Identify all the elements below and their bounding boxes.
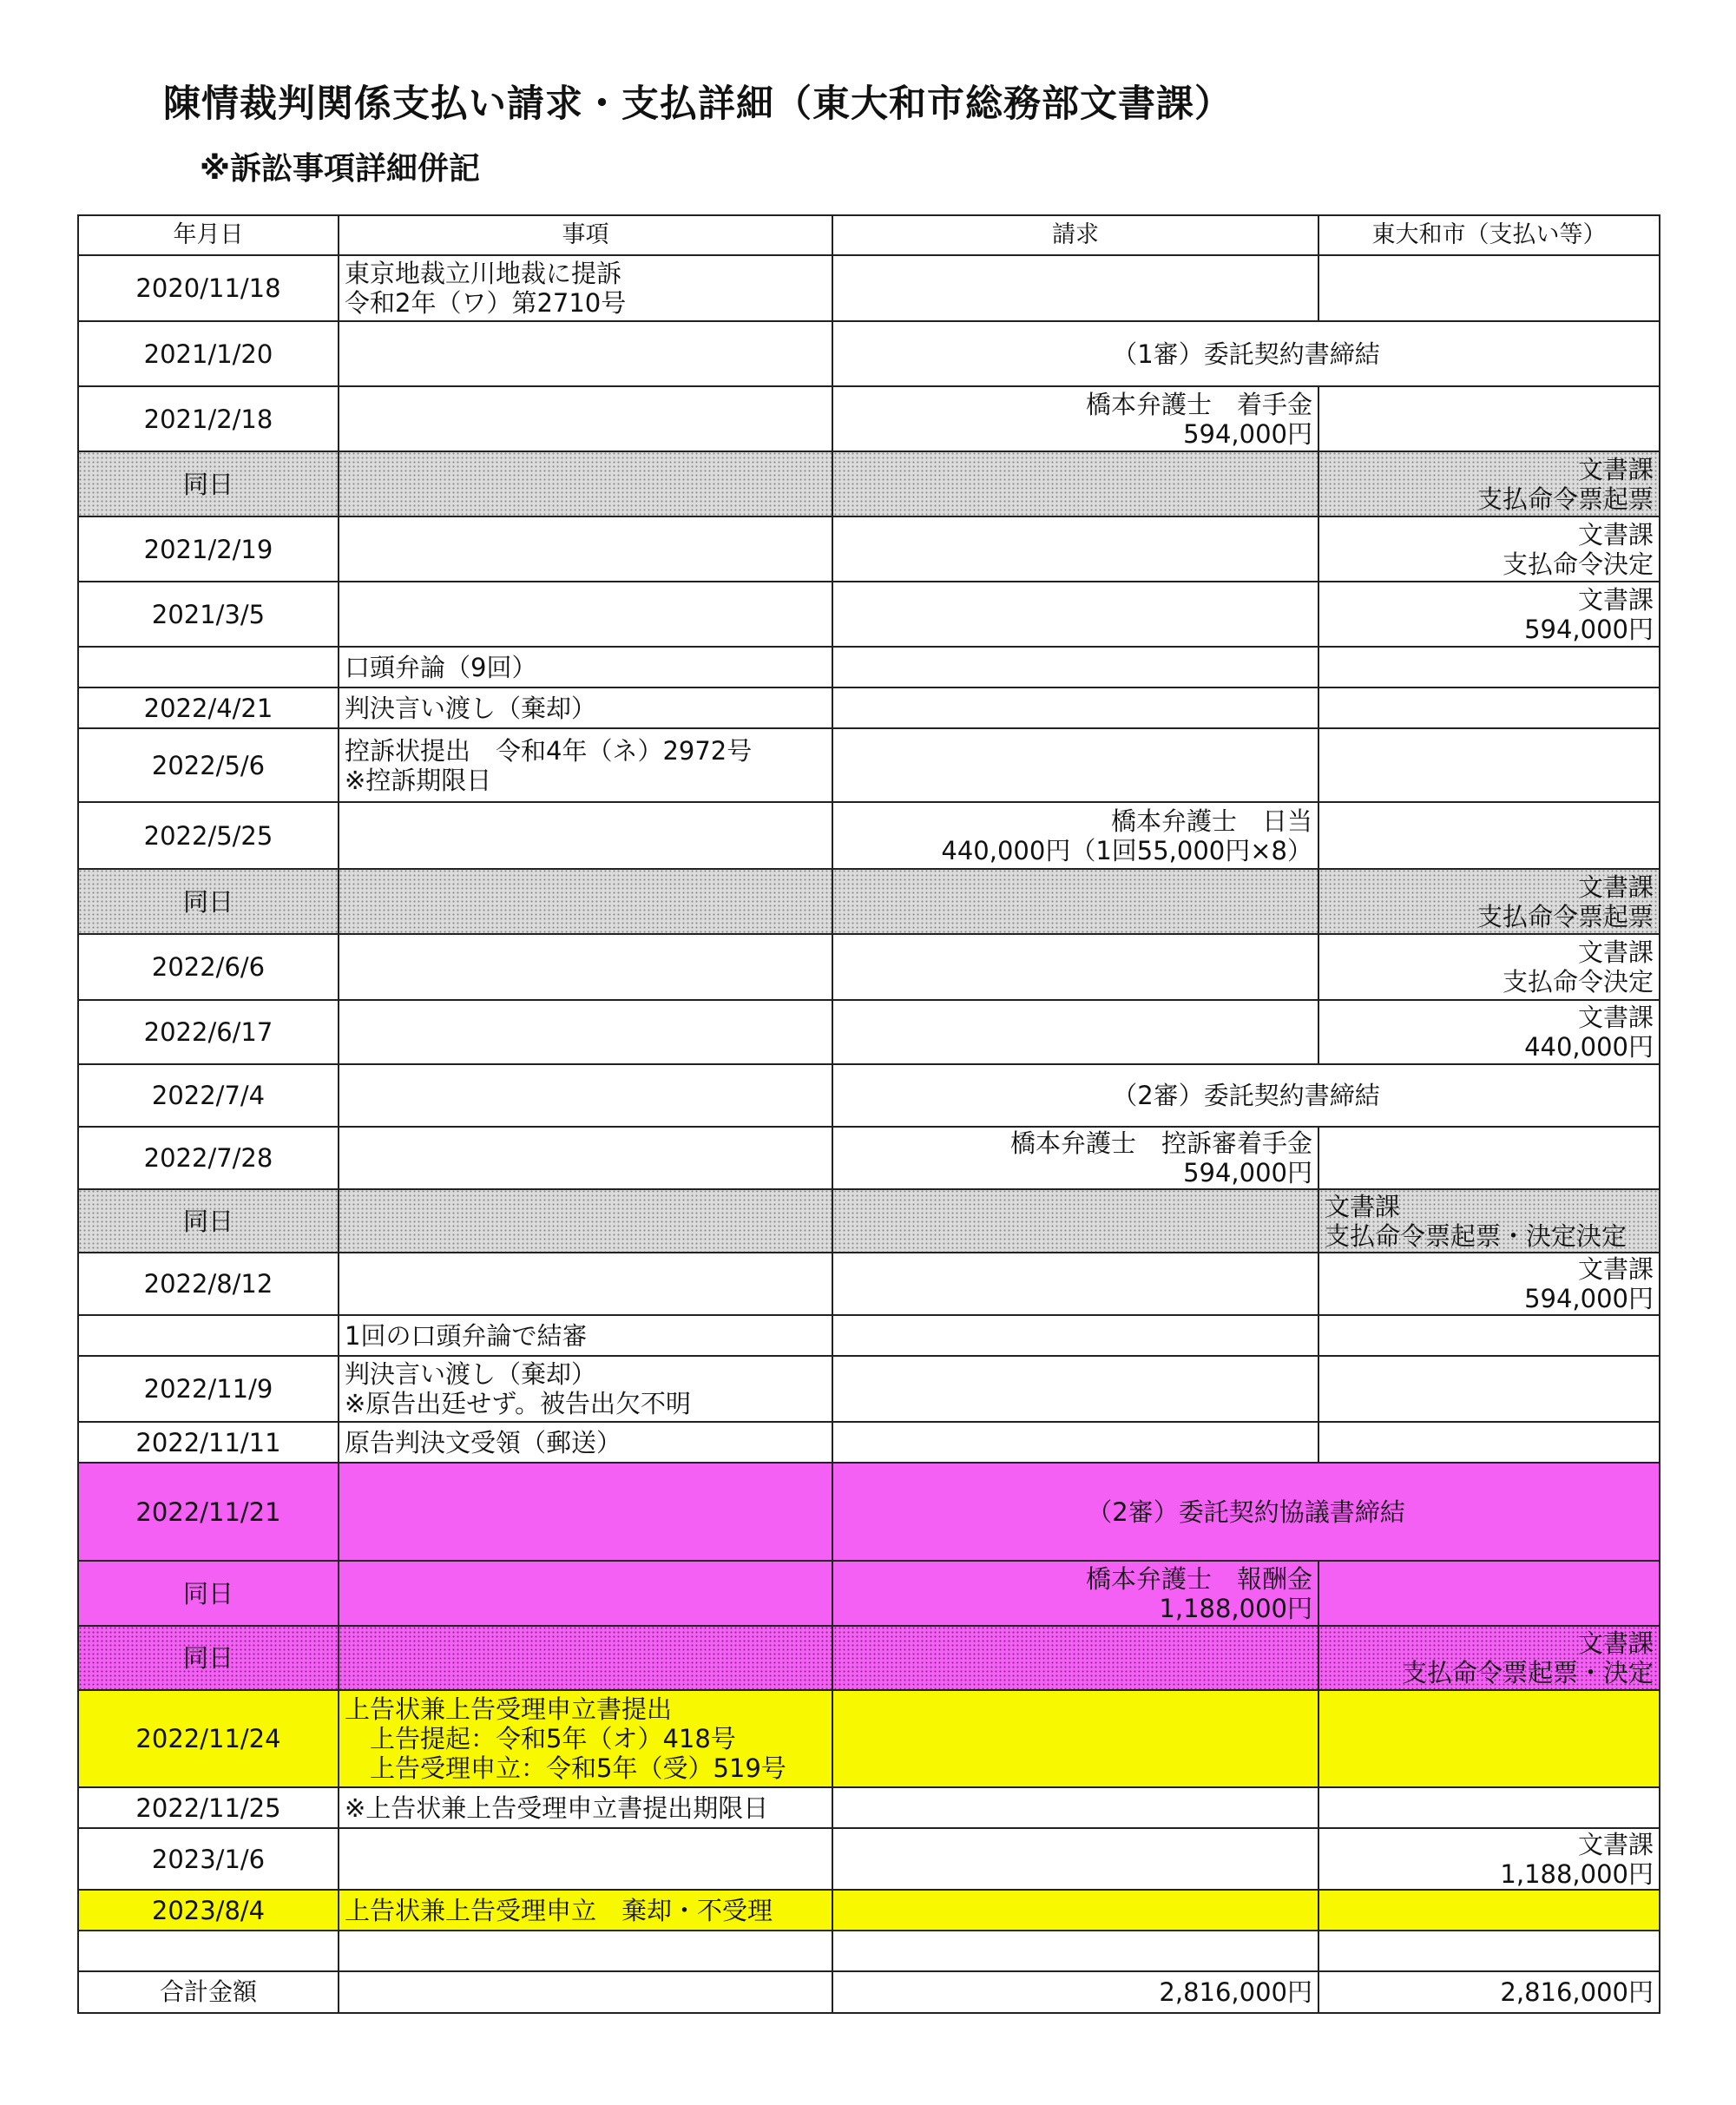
item-cell	[339, 1561, 832, 1626]
city-cell: 文書課 594,000円	[1318, 1253, 1660, 1315]
claim-cell	[832, 1931, 1318, 1971]
item-cell	[339, 869, 832, 934]
table-row	[78, 1315, 1660, 1356]
claim-cell	[832, 1690, 1318, 1787]
table-row	[78, 1000, 1660, 1064]
header-item: 事項	[339, 215, 832, 255]
item-cell: 上告状兼上告受理申立書提出 上告提起：令和5年（オ）418号 上告受理申立：令和5年（受）519号	[339, 1690, 832, 1787]
table-row	[78, 451, 1660, 516]
table-row	[78, 728, 1660, 802]
claim-cell	[832, 1356, 1318, 1422]
city-cell	[1318, 1127, 1660, 1189]
item-cell	[339, 451, 832, 516]
claim-cell	[832, 516, 1318, 582]
item-cell: 控訴状提出 令和4年（ネ）2972号 ※控訴期限日	[339, 728, 832, 802]
table-row	[78, 802, 1660, 869]
claim-cell	[832, 1422, 1318, 1463]
table-row	[78, 1561, 1660, 1626]
date-cell: 2022/11/9	[78, 1356, 339, 1422]
claim-cell	[832, 728, 1318, 802]
date-cell: 2022/4/21	[78, 687, 339, 728]
city-cell	[1318, 255, 1660, 321]
total-label: 合計金額	[78, 1971, 339, 2013]
city-cell	[1318, 647, 1660, 687]
date-cell: 2022/7/28	[78, 1127, 339, 1189]
item-cell	[339, 516, 832, 582]
table-row	[78, 1422, 1660, 1463]
claim-cell	[832, 647, 1318, 687]
city-cell: 文書課 594,000円	[1318, 582, 1660, 647]
date-cell: 2022/8/12	[78, 1253, 339, 1315]
claim-cell	[832, 1828, 1318, 1890]
city-cell	[1318, 687, 1660, 728]
contract-cell: （2審）委託契約書締結	[832, 1064, 1660, 1127]
claim-cell	[832, 1189, 1318, 1253]
date-cell	[78, 647, 339, 687]
table-row	[78, 647, 1660, 687]
claim-cell: 橋本弁護士 控訴審着手金 594,000円	[832, 1127, 1318, 1189]
city-cell	[1318, 1315, 1660, 1356]
table-row	[78, 321, 1660, 386]
table-row	[78, 1690, 1660, 1787]
item-cell: 原告判決文受領（郵送）	[339, 1422, 832, 1463]
date-cell: 同日	[78, 451, 339, 516]
table-row	[78, 869, 1660, 934]
item-cell: 上告状兼上告受理申立 棄却・不受理	[339, 1890, 832, 1931]
city-cell	[1318, 1690, 1660, 1787]
table-row	[78, 934, 1660, 1000]
date-cell: 2022/6/6	[78, 934, 339, 1000]
page-subtitle: ※訴訟事項詳細併記	[200, 151, 480, 187]
date-cell: 2021/3/5	[78, 582, 339, 647]
city-cell: 文書課 支払命令票起票	[1318, 869, 1660, 934]
table-row	[78, 1253, 1660, 1315]
table-row	[78, 1189, 1660, 1253]
table-row	[78, 582, 1660, 647]
claim-cell	[832, 1253, 1318, 1315]
item-cell	[339, 1828, 832, 1890]
header-city: 東大和市（支払い等）	[1318, 215, 1660, 255]
table-row	[78, 1356, 1660, 1422]
item-cell	[339, 1253, 832, 1315]
item-cell	[339, 1931, 832, 1971]
date-cell: 2021/1/20	[78, 321, 339, 386]
table-row	[78, 386, 1660, 451]
city-cell	[1318, 1890, 1660, 1931]
date-cell: 同日	[78, 1626, 339, 1690]
date-cell: 2022/11/21	[78, 1463, 339, 1561]
date-cell: 2023/1/6	[78, 1828, 339, 1890]
claim-cell: 橋本弁護士 日当 440,000円（1回55,000円×8）	[832, 802, 1318, 869]
date-cell: 2022/11/24	[78, 1690, 339, 1787]
city-cell	[1318, 1356, 1660, 1422]
date-cell: 同日	[78, 1189, 339, 1253]
table-row	[78, 1463, 1660, 1561]
date-cell: 2022/11/11	[78, 1422, 339, 1463]
date-cell	[78, 1931, 339, 1971]
date-cell: 2021/2/18	[78, 386, 339, 451]
city-cell	[1318, 1931, 1660, 1971]
date-cell: 2020/11/18	[78, 255, 339, 321]
item-cell	[339, 1127, 832, 1189]
item-cell	[339, 934, 832, 1000]
table-row	[78, 1931, 1660, 1971]
date-cell: 2022/6/17	[78, 1000, 339, 1064]
date-cell: 2022/5/25	[78, 802, 339, 869]
item-cell: ※上告状兼上告受理申立書提出期限日	[339, 1787, 832, 1828]
table-row	[78, 1828, 1660, 1890]
claim-cell	[832, 1315, 1318, 1356]
item-cell	[339, 1189, 832, 1253]
item-cell	[339, 802, 832, 869]
item-cell: 判決言い渡し（棄却）	[339, 687, 832, 728]
item-cell: 1回の口頭弁論で結審	[339, 1315, 832, 1356]
claim-cell	[832, 869, 1318, 934]
claim-cell: 橋本弁護士 報酬金 1,188,000円	[832, 1561, 1318, 1626]
table-row	[78, 1127, 1660, 1189]
city-cell: 文書課 支払命令決定	[1318, 516, 1660, 582]
contract-cell: （2審）委託契約協議書締結	[832, 1463, 1660, 1561]
date-cell: 2021/2/19	[78, 516, 339, 582]
date-cell: 2023/8/4	[78, 1890, 339, 1931]
claim-cell	[832, 582, 1318, 647]
table-row	[78, 516, 1660, 582]
claim-cell	[832, 1787, 1318, 1828]
contract-cell: （1審）委託契約書締結	[832, 321, 1660, 386]
table-row	[78, 1890, 1660, 1931]
item-cell	[339, 1463, 832, 1561]
total-row	[78, 1971, 1660, 2013]
city-cell	[1318, 1787, 1660, 1828]
item-cell	[339, 386, 832, 451]
item-cell	[339, 1000, 832, 1064]
payment-ledger-table	[77, 214, 1660, 2014]
date-cell: 同日	[78, 869, 339, 934]
item-cell: 東京地裁立川地裁に提訴 令和2年（ワ）第2710号	[339, 255, 832, 321]
claim-cell: 橋本弁護士 着手金 594,000円	[832, 386, 1318, 451]
claim-cell	[832, 687, 1318, 728]
date-cell	[78, 1315, 339, 1356]
item-cell	[339, 1626, 832, 1690]
city-cell	[1318, 1422, 1660, 1463]
date-cell: 2022/7/4	[78, 1064, 339, 1127]
table-row	[78, 687, 1660, 728]
date-cell: 同日	[78, 1561, 339, 1626]
header-row	[78, 215, 1660, 255]
city-cell	[1318, 802, 1660, 869]
table-row	[78, 1787, 1660, 1828]
item-cell: 判決言い渡し（棄却） ※原告出廷せず。被告出欠不明	[339, 1356, 832, 1422]
date-cell: 2022/5/6	[78, 728, 339, 802]
claim-cell	[832, 1000, 1318, 1064]
claim-cell	[832, 1890, 1318, 1931]
total-claim: 2,816,000円	[832, 1971, 1318, 2013]
table-row	[78, 1064, 1660, 1127]
city-cell: 文書課 440,000円	[1318, 1000, 1660, 1064]
total-city: 2,816,000円	[1318, 1971, 1660, 2013]
city-cell	[1318, 386, 1660, 451]
table-row	[78, 255, 1660, 321]
city-cell: 文書課 支払命令票起票・決定決定	[1318, 1189, 1660, 1253]
city-cell: 文書課 支払命令決定	[1318, 934, 1660, 1000]
item-cell: 口頭弁論（9回）	[339, 647, 832, 687]
claim-cell	[832, 934, 1318, 1000]
claim-cell	[832, 451, 1318, 516]
date-cell: 2022/11/25	[78, 1787, 339, 1828]
item-cell	[339, 1971, 832, 2013]
item-cell	[339, 582, 832, 647]
city-cell: 文書課 1,188,000円	[1318, 1828, 1660, 1890]
city-cell: 文書課 支払命令票起票	[1318, 451, 1660, 516]
table-row	[78, 1626, 1660, 1690]
claim-cell	[832, 1626, 1318, 1690]
header-claim: 請求	[832, 215, 1318, 255]
city-cell: 文書課 支払命令票起票・決定	[1318, 1626, 1660, 1690]
item-cell	[339, 1064, 832, 1127]
header-date: 年月日	[78, 215, 339, 255]
city-cell	[1318, 728, 1660, 802]
claim-cell	[832, 255, 1318, 321]
city-cell	[1318, 1561, 1660, 1626]
page-title: 陳情裁判関係支払い請求・支払詳細（東大和市総務部文書課）	[163, 82, 1233, 126]
item-cell	[339, 321, 832, 386]
